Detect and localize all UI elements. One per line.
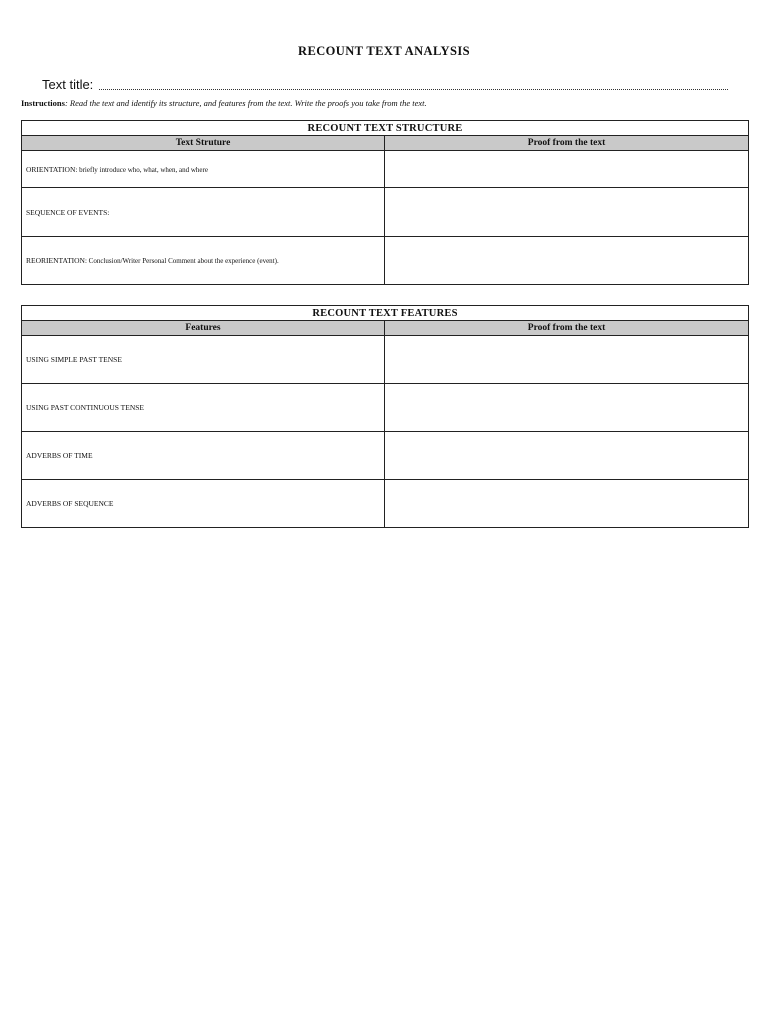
text-title-label: Text title:	[42, 77, 94, 92]
structure-col-header-structure: Text Struture	[22, 136, 385, 151]
table-row	[22, 384, 749, 432]
table-row	[22, 188, 749, 237]
features-table-title: RECOUNT TEXT FEATURES	[22, 306, 749, 321]
instructions	[21, 98, 748, 108]
adverbs-of-sequence-proof-cell[interactable]	[385, 480, 749, 528]
sequence-of-events-proof-cell[interactable]	[385, 188, 749, 237]
features-table	[21, 305, 749, 528]
structure-row-label	[22, 151, 385, 188]
orientation-label: ORIENTATION	[26, 164, 76, 174]
table-row	[22, 237, 749, 285]
reorientation-desc: : Conclusion/Writer Personal Comment about the experience (event).	[84, 257, 279, 265]
reorientation-label: REORIENTATION	[26, 256, 85, 265]
structure-row-label	[22, 237, 385, 285]
adverbs-of-sequence-label: ADVERBS OF SEQUENCE	[22, 480, 385, 528]
orientation-desc: : briefly introduce who, what, when, and where	[75, 165, 208, 174]
instructions-text: : Read the text and identify its structure, and features from the text. Write the proofs you take from the text.	[64, 98, 427, 108]
past-continuous-tense-proof-cell[interactable]	[385, 384, 749, 432]
reorientation-proof-cell[interactable]	[385, 237, 749, 285]
text-title-dotted-line[interactable]	[99, 77, 728, 90]
simple-past-tense-proof-cell[interactable]	[385, 336, 749, 384]
table-row	[22, 480, 749, 528]
table-row	[22, 432, 749, 480]
features-col-header-features: Features	[22, 321, 385, 336]
simple-past-tense-label: USING SIMPLE PAST TENSE	[22, 336, 385, 384]
text-title-field[interactable]	[42, 74, 728, 92]
table-row	[22, 336, 749, 384]
orientation-proof-cell[interactable]	[385, 151, 749, 188]
structure-col-header-proof: Proof from the text	[385, 136, 749, 151]
structure-table	[21, 120, 749, 285]
adverbs-of-time-proof-cell[interactable]	[385, 432, 749, 480]
structure-row-label	[22, 188, 385, 237]
sequence-of-events-label: SEQUENCE OF EVENTS:	[26, 207, 110, 217]
adverbs-of-time-label: ADVERBS OF TIME	[22, 432, 385, 480]
structure-table-title: RECOUNT TEXT STRUCTURE	[22, 121, 749, 136]
instructions-label: Instructions	[21, 98, 65, 108]
table-row	[22, 151, 749, 188]
features-col-header-proof: Proof from the text	[385, 321, 749, 336]
past-continuous-tense-label: USING PAST CONTINUOUS TENSE	[22, 384, 385, 432]
page-title: RECOUNT TEXT ANALYSIS	[298, 44, 470, 58]
